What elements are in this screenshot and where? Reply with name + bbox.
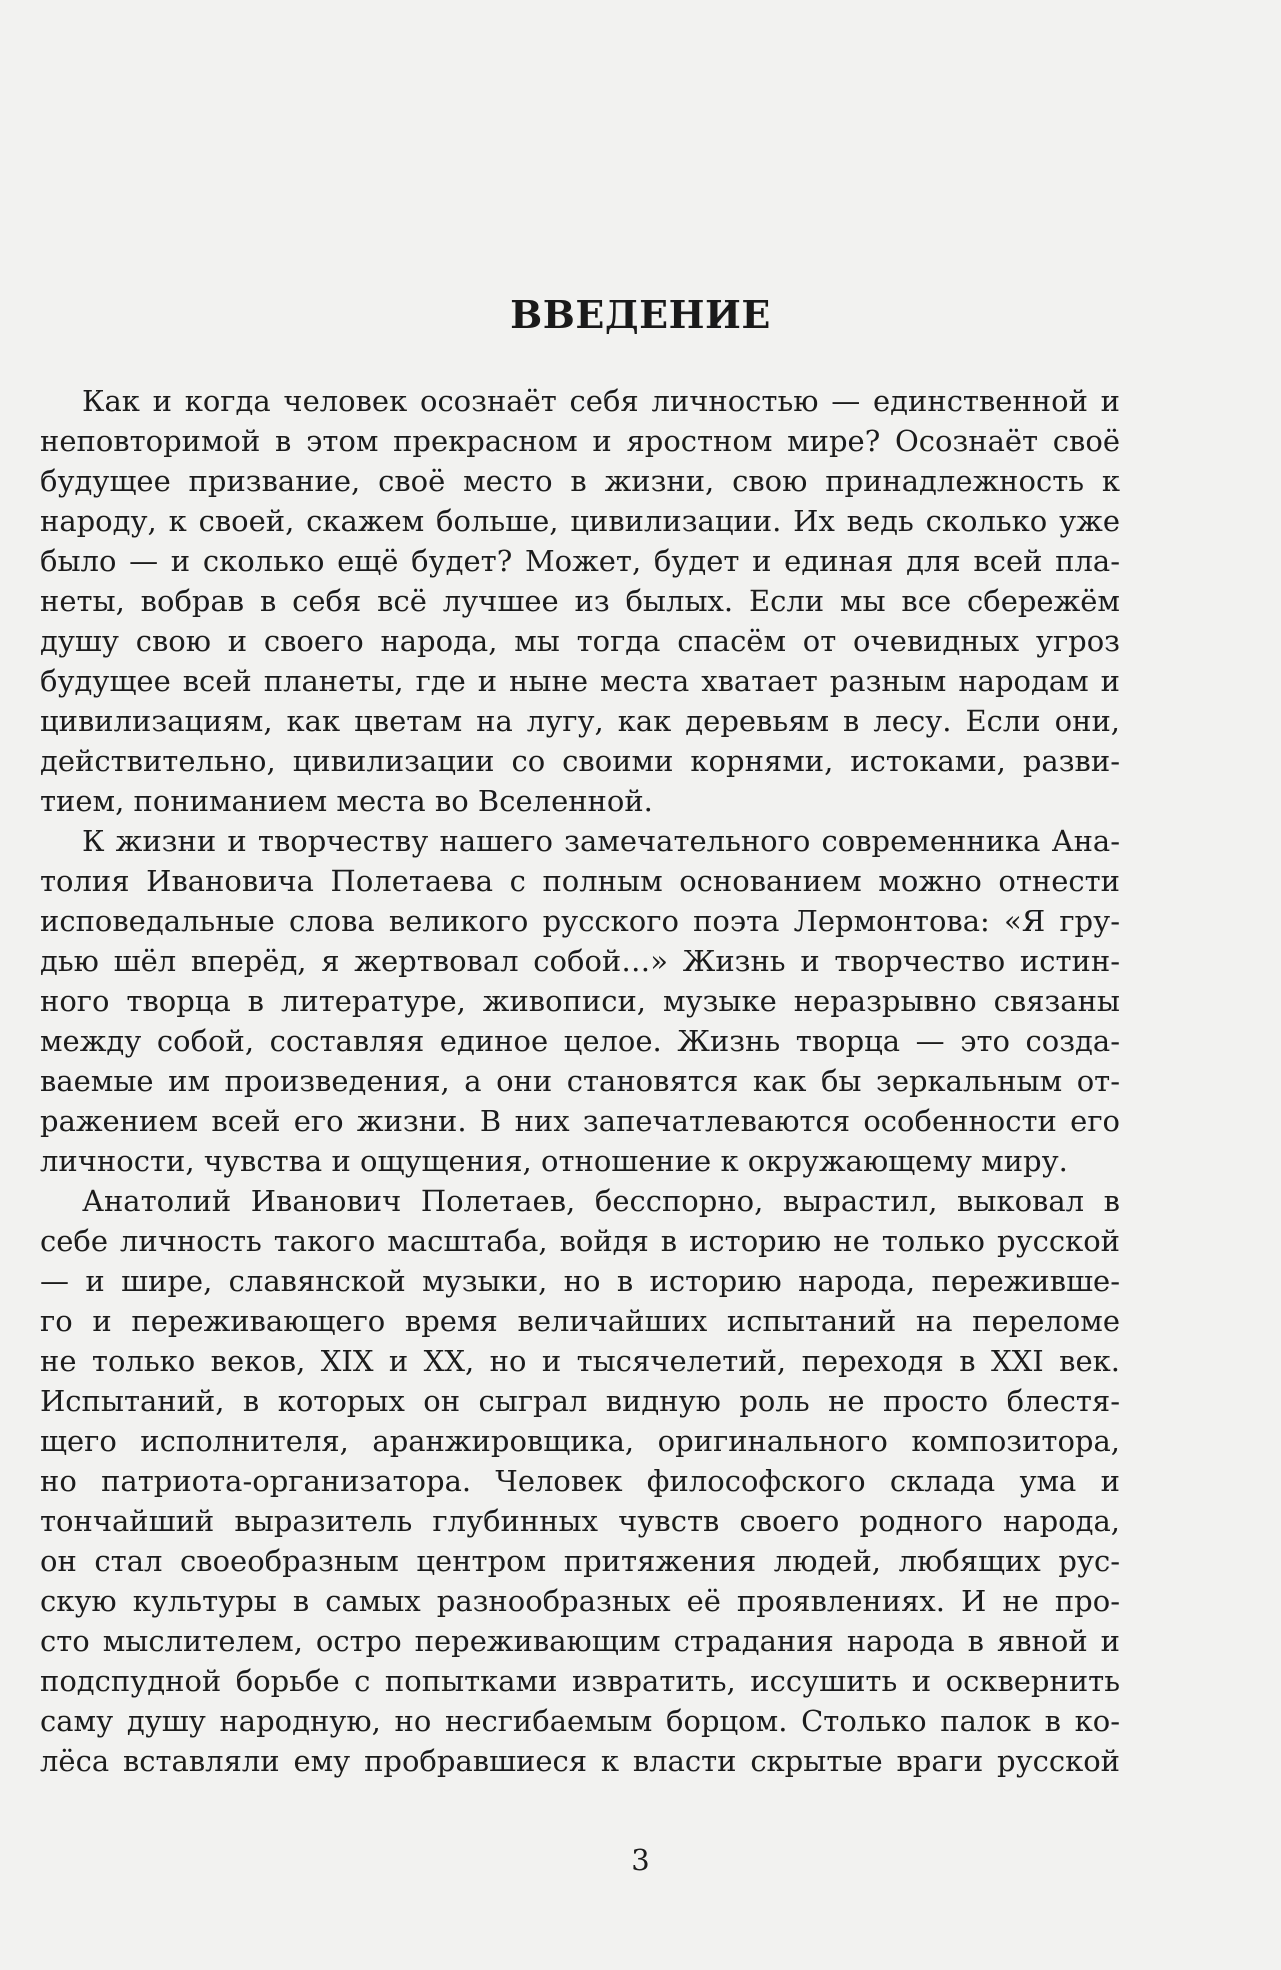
text-line: Испытаний, в которых он сыграл видную роль не просто блестя- [40,1384,1120,1418]
chapter-body [40,381,1120,1781]
text-line: но патриота-организатора. Человек философского склада ума и [40,1464,1120,1498]
text-line: будущее всей планеты, где и ныне места хватает разным народам и [40,664,1120,698]
text-line: скую культуры в самых разнообразных её проявлениях. И не про- [40,1584,1120,1618]
text-line: ражением всей его жизни. В них запечатлеваются особенности его [40,1104,1120,1138]
text-line: Как и когда человек осознаёт себя личностью — единственной и [82,384,1120,418]
text-line: цивилизациям, как цветам на лугу, как деревьям в лесу. Если они, [40,704,1120,738]
text-line: не только веков, XIX и XX, но и тысячелетий, переходя в XXI век. [40,1344,1120,1378]
text-line: щего исполнителя, аранжировщика, оригинального композитора, [40,1424,1120,1458]
text-line: себе личность такого масштаба, войдя в историю не только русской [40,1224,1120,1258]
text-line: исповедальные слова великого русского поэта Лермонтова: «Я гру- [40,904,1120,938]
text-line: ваемые им произведения, а они становятся как бы зеркальным от- [40,1064,1120,1098]
text-line: подспудной борьбе с попытками извратить, иссушить и осквернить [40,1664,1120,1698]
text-line: было — и сколько ещё будет? Может, будет и единая для всей пла- [40,544,1120,578]
text-line: толия Ивановича Полетаева с полным основанием можно отнести [40,864,1120,898]
text-line: будущее призвание, своё место в жизни, свою принадлежность к [40,464,1120,498]
text-line: народу, к своей, скажем больше, цивилизации. Их ведь сколько уже [40,504,1120,538]
text-line: дью шёл вперёд, я жертвовал собой…» Жизнь и творчество истин- [40,944,1120,978]
text-line: он стал своеобразным центром притяжения людей, любящих рус- [40,1544,1120,1578]
text-line: К жизни и творчеству нашего замечательного современника Ана- [82,824,1120,858]
text-line: неты, вобрав в себя всё лучшее из былых. Если мы все сбережём [40,584,1120,618]
text-line: душу свою и своего народа, мы тогда спасём от очевидных угроз [40,624,1120,658]
text-line: — и шире, славянской музыки, но в историю народа, пережившe- [40,1264,1120,1298]
text-line: между собой, составляя единое целое. Жизнь творца — это созда- [40,1024,1120,1058]
text-line: ного творца в литературе, живописи, музыке неразрывно связаны [40,984,1120,1018]
text-line: личности, чувства и ощущения, отношение к окружающему миру. [40,1144,1068,1178]
text-line: тием, пониманием места во Вселенной. [40,784,653,818]
page-number: 3 [631,1843,650,1877]
text-line: неповторимой в этом прекрасном и яростном мире? Осознаёт своё [40,424,1120,458]
text-line: действительно, цивилизации со своими корнями, истоками, разви- [40,744,1120,778]
text-line: лёса вставляли ему пробравшиеся к власти скрытые враги русской [40,1744,1120,1778]
chapter-title: ВВЕДЕНИЕ [510,292,771,337]
text-line: саму душу народную, но несгибаемым борцом. Столько палок в ко- [40,1704,1120,1738]
text-line: тончайший выразитель глубинных чувств своего родного народа, [40,1504,1120,1538]
text-line: го и переживающего время величайших испытаний на переломе [40,1304,1120,1338]
text-line: сто мыслителем, остро переживающим страдания народа в явной и [40,1624,1120,1658]
text-line: Анатолий Иванович Полетаев, бесспорно, вырастил, выковал в [82,1184,1120,1218]
